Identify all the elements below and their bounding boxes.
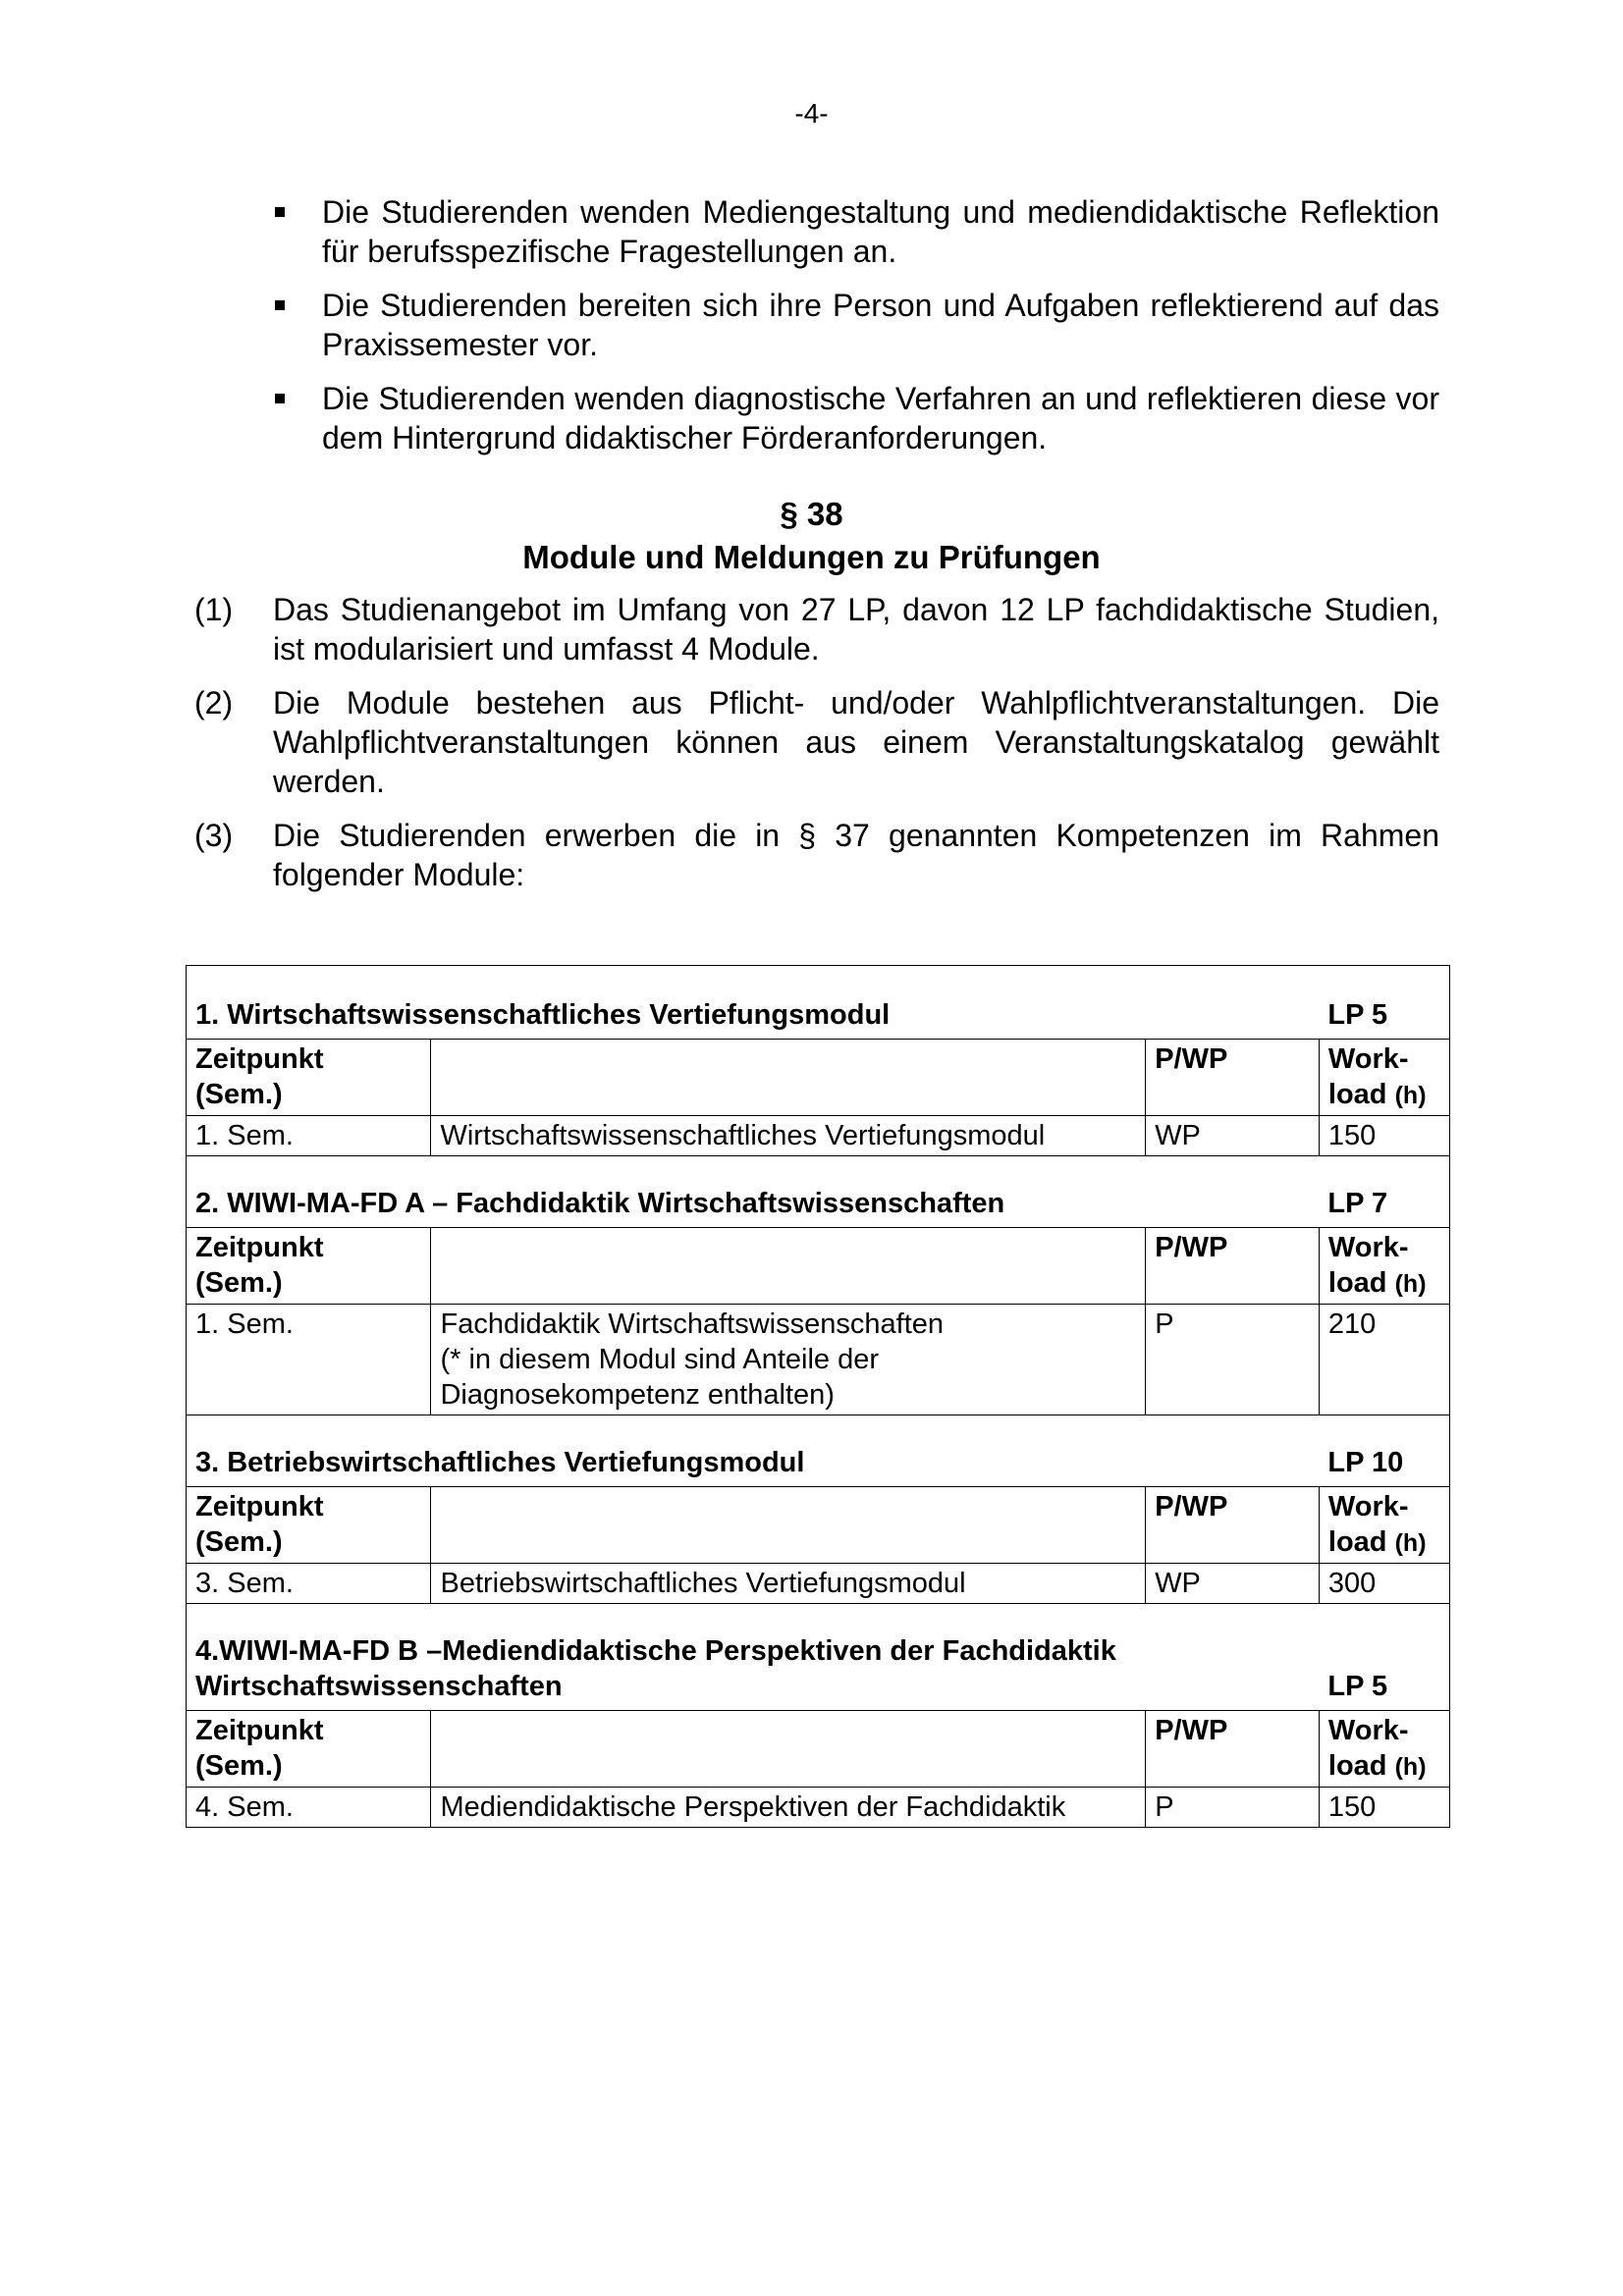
table-row bbox=[187, 1788, 1450, 1828]
header-pwp: P/WP bbox=[1146, 1228, 1320, 1305]
paragraph-text: Das Studienangebot im Umfang von 27 LP, davon 12 LP fachdidaktische Studien, ist modularisiert und umfasst 4 Module. bbox=[273, 592, 1439, 667]
cell-workload: 300 bbox=[1319, 1564, 1449, 1604]
table-header-row bbox=[187, 1487, 1450, 1564]
section-number: § 38 bbox=[780, 496, 843, 532]
module-lp: LP 5 bbox=[1319, 1604, 1449, 1711]
module-title-row bbox=[187, 1604, 1450, 1711]
cell-pwp: P bbox=[1146, 1305, 1320, 1415]
module-title: 4.WIWI-MA-FD B –Mediendidaktische Perspektiven der Fachdidaktik Wirtschaftswissenschaften bbox=[187, 1604, 1320, 1711]
header-workload: Work- load (h) bbox=[1319, 1487, 1449, 1564]
cell-workload: 210 bbox=[1319, 1305, 1449, 1415]
paragraph-number: (2) bbox=[194, 685, 234, 721]
cell-workload: 150 bbox=[1319, 1788, 1449, 1828]
header-zeitpunkt: Zeitpunkt (Sem.) bbox=[187, 1487, 431, 1564]
header-empty bbox=[431, 1487, 1146, 1564]
cell-workload: 150 bbox=[1319, 1116, 1449, 1156]
competency-bullet-list bbox=[271, 192, 1439, 472]
header-pwp: P/WP bbox=[1146, 1040, 1320, 1116]
section-title: Module und Meldungen zu Prüfungen bbox=[522, 539, 1101, 575]
header-workload: Work- load (h) bbox=[1319, 1040, 1449, 1116]
bullet-item: Die Studierenden wenden diagnostische Verfahren an und reflektieren diese vor dem Hintergrund didaktischer Förderanforderungen. bbox=[271, 379, 1439, 457]
cell-desc: Mediendidaktische Perspektiven der Fachdidaktik bbox=[431, 1788, 1146, 1828]
cell-pwp: P bbox=[1146, 1788, 1320, 1828]
module-title: 2. WIWI-MA-FD A – Fachdidaktik Wirtschaftswissenschaften bbox=[187, 1156, 1320, 1228]
module-title-row bbox=[187, 966, 1450, 1040]
header-empty bbox=[431, 1040, 1146, 1116]
paragraph-list bbox=[194, 590, 1439, 909]
header-zeitpunkt: Zeitpunkt (Sem.) bbox=[187, 1040, 431, 1116]
cell-pwp: WP bbox=[1146, 1564, 1320, 1604]
cell-time: 4. Sem. bbox=[187, 1788, 431, 1828]
header-workload: Work- load (h) bbox=[1319, 1711, 1449, 1788]
module-title: 1. Wirtschaftswissenschaftliches Vertiefungsmodul bbox=[187, 966, 1320, 1040]
module-title: 3. Betriebswirtschaftliches Vertiefungsmodul bbox=[187, 1415, 1320, 1487]
cell-pwp: WP bbox=[1146, 1116, 1320, 1156]
cell-time: 3. Sem. bbox=[187, 1564, 431, 1604]
paragraph-number: (3) bbox=[194, 818, 234, 853]
cell-desc: Fachdidaktik Wirtschaftswissenschaften (* in diesem Modul sind Anteile der Diagnosekompetenz enthalten) bbox=[431, 1305, 1146, 1415]
module-lp: LP 7 bbox=[1319, 1156, 1449, 1228]
module-title-row bbox=[187, 1415, 1450, 1487]
table-row bbox=[187, 1116, 1450, 1156]
bullet-item: Die Studierenden wenden Mediengestaltung und mediendidaktische Reflektion für berufsspezifische Fragestellungen an. bbox=[271, 192, 1439, 271]
paragraph-number: (1) bbox=[194, 592, 234, 627]
table-row bbox=[187, 1305, 1450, 1415]
module-table bbox=[186, 965, 1450, 1828]
header-workload: Work- load (h) bbox=[1319, 1228, 1449, 1305]
paragraph-text: Die Module bestehen aus Pflicht- und/oder Wahlpflichtveranstaltungen. Die Wahlpflichtveranstaltungen können aus einem Veranstaltungskatalog gewählt werden. bbox=[273, 685, 1439, 799]
header-zeitpunkt: Zeitpunkt (Sem.) bbox=[187, 1711, 431, 1788]
paragraph-item bbox=[194, 590, 1439, 668]
section-heading bbox=[0, 493, 1623, 579]
paragraph-item bbox=[194, 816, 1439, 894]
cell-time: 1. Sem. bbox=[187, 1116, 431, 1156]
table-header-row bbox=[187, 1711, 1450, 1788]
cell-desc: Wirtschaftswissenschaftliches Vertiefungsmodul bbox=[431, 1116, 1146, 1156]
cell-desc: Betriebswirtschaftliches Vertiefungsmodul bbox=[431, 1564, 1146, 1604]
module-lp: LP 5 bbox=[1319, 966, 1449, 1040]
header-pwp: P/WP bbox=[1146, 1711, 1320, 1788]
header-zeitpunkt: Zeitpunkt (Sem.) bbox=[187, 1228, 431, 1305]
header-pwp: P/WP bbox=[1146, 1487, 1320, 1564]
paragraph-text: Die Studierenden erwerben die in § 37 genannten Kompetenzen im Rahmen folgender Module: bbox=[273, 818, 1439, 892]
module-title-row bbox=[187, 1156, 1450, 1228]
table-row bbox=[187, 1564, 1450, 1604]
table-header-row bbox=[187, 1228, 1450, 1305]
paragraph-item bbox=[194, 683, 1439, 801]
table-header-row bbox=[187, 1040, 1450, 1116]
page-number: -4- bbox=[794, 98, 829, 129]
module-lp: LP 10 bbox=[1319, 1415, 1449, 1487]
header-empty bbox=[431, 1711, 1146, 1788]
header-empty bbox=[431, 1228, 1146, 1305]
cell-time: 1. Sem. bbox=[187, 1305, 431, 1415]
bullet-item: Die Studierenden bereiten sich ihre Person und Aufgaben reflektierend auf das Praxissemester vor. bbox=[271, 286, 1439, 364]
